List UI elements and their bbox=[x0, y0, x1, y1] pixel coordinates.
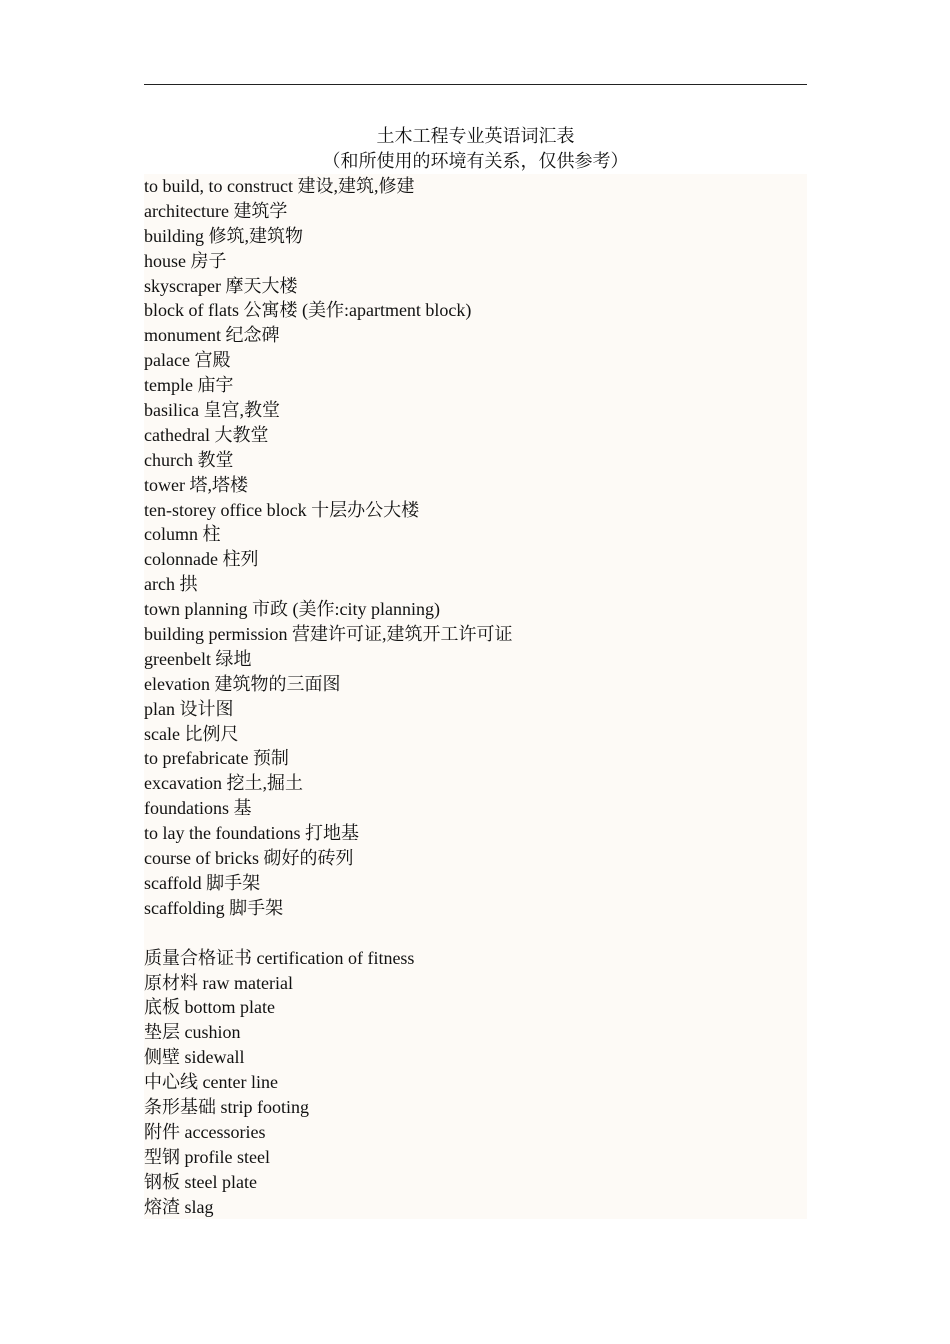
vocab-entry: scaffolding 脚手架 bbox=[144, 897, 284, 918]
vocab-entry: ten-storey office block 十层办公大楼 bbox=[144, 499, 420, 520]
vocab-entry: church 教堂 bbox=[144, 449, 234, 470]
vocab-entry: palace 宫殿 bbox=[144, 350, 231, 371]
vocab-entry: 侧壁 sidewall bbox=[144, 1047, 245, 1068]
vocab-entry: elevation 建筑物的三面图 bbox=[144, 673, 341, 694]
vocab-entry: colonnade 柱列 bbox=[144, 549, 259, 570]
vocab-entry: to build, to construct 建设,建筑,修建 bbox=[144, 176, 415, 196]
vocab-entry: foundations 基 bbox=[144, 798, 252, 819]
vocab-entry: architecture 建筑学 bbox=[144, 200, 288, 221]
vocab-entry: block of flats 公寓楼 (美作:apartment block) bbox=[144, 300, 472, 321]
title-block bbox=[144, 124, 807, 174]
vocab-entry: greenbelt 绿地 bbox=[144, 648, 252, 669]
blank-line bbox=[144, 921, 807, 946]
vocab-entry: to prefabricate 预制 bbox=[144, 748, 289, 769]
vocab-entry: scale 比例尺 bbox=[144, 723, 239, 744]
vocab-entry: tower 塔,塔楼 bbox=[144, 474, 248, 495]
vocab-entry: basilica 皇宫,教堂 bbox=[144, 400, 280, 421]
vocab-entry: 底板 bottom plate bbox=[144, 997, 275, 1018]
vocab-entry: 钢板 steel plate bbox=[144, 1171, 257, 1192]
vocab-entry: 中心线 center line bbox=[144, 1072, 278, 1093]
vocab-entry: house 房子 bbox=[144, 250, 227, 271]
vocab-entry: excavation 挖土,掘土 bbox=[144, 773, 303, 794]
vocab-entry: 附件 accessories bbox=[144, 1121, 266, 1142]
vocab-entry: 条形基础 strip footing bbox=[144, 1096, 309, 1117]
document-subtitle: （和所使用的环境有关系，仅供参考） bbox=[322, 151, 629, 171]
vocab-entry: building permission 营建许可证,建筑开工许可证 bbox=[144, 624, 513, 645]
vocab-entry: temple 庙宇 bbox=[144, 375, 234, 396]
vocabulary-list bbox=[144, 174, 807, 1219]
vocab-entry: course of bricks 砌好的砖列 bbox=[144, 848, 354, 869]
vocab-entry: 原材料 raw material bbox=[144, 972, 293, 993]
vocab-entry: arch 拱 bbox=[144, 574, 198, 595]
document-title: 土木工程专业英语词汇表 bbox=[376, 126, 575, 146]
vocab-entry: town planning 市政 (美作:city planning) bbox=[144, 599, 440, 620]
vocab-entry: skyscraper 摩天大楼 bbox=[144, 275, 298, 296]
vocab-entry: cathedral 大教堂 bbox=[144, 424, 269, 445]
vocab-entry: 质量合格证书 certification of fitness bbox=[144, 947, 415, 968]
vocab-entry: 垫层 cushion bbox=[144, 1022, 241, 1043]
vocab-entry: to lay the foundations 打地基 bbox=[144, 823, 359, 844]
vocab-entry: monument 纪念碑 bbox=[144, 325, 280, 346]
vocab-entry: column 柱 bbox=[144, 524, 221, 545]
vocab-entry: 熔渣 slag bbox=[144, 1196, 214, 1217]
vocab-entry: scaffold 脚手架 bbox=[144, 872, 261, 893]
vocab-entry: 型钢 profile steel bbox=[144, 1146, 270, 1167]
vocab-entry: building 修筑,建筑物 bbox=[144, 225, 304, 246]
vocab-entry: plan 设计图 bbox=[144, 698, 234, 719]
header-divider bbox=[144, 84, 807, 85]
